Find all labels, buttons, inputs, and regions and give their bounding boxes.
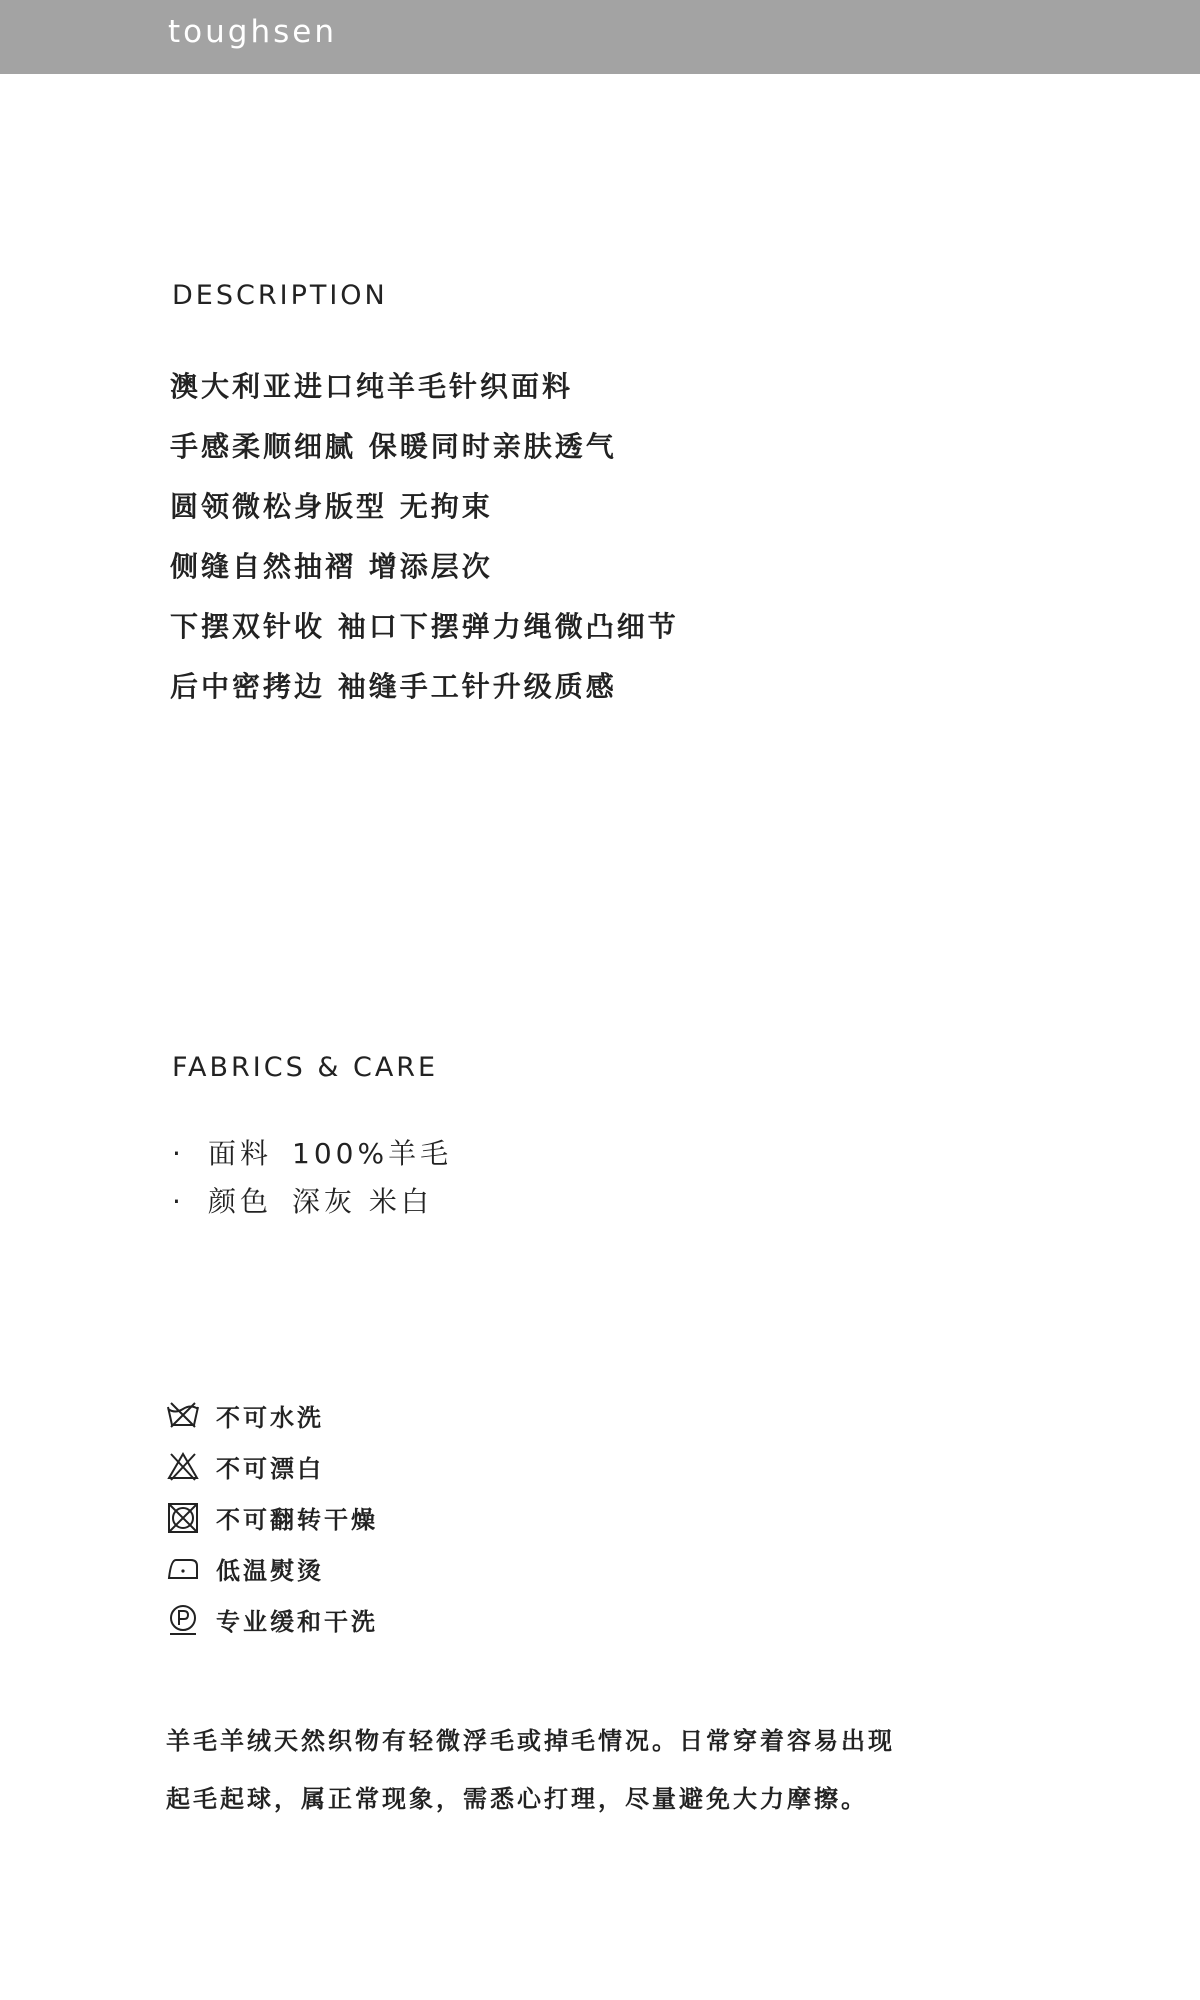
care-item bbox=[166, 1441, 378, 1492]
top-bar bbox=[0, 0, 1200, 74]
dry-clean-p-icon bbox=[166, 1603, 200, 1637]
fabric-label: 面料 bbox=[208, 1137, 273, 1170]
care-text: 不可漂白 bbox=[216, 1455, 324, 1483]
care-note-line: 羊毛羊绒天然织物有轻微浮毛或掉毛情况。日常穿着容易出现 bbox=[166, 1727, 895, 1755]
bullet: · bbox=[172, 1137, 185, 1170]
care-note bbox=[166, 1712, 895, 1828]
description-line: 澳大利亚进口纯羊毛针织面料 bbox=[170, 370, 574, 403]
brand-logo-text: toughsen bbox=[168, 14, 337, 50]
description-list bbox=[170, 362, 679, 722]
care-item bbox=[166, 1543, 378, 1594]
care-item bbox=[166, 1390, 378, 1441]
care-item bbox=[166, 1492, 378, 1543]
no-bleach-icon bbox=[166, 1450, 200, 1484]
fabrics-list bbox=[172, 1130, 452, 1226]
description-line: 侧缝自然抽褶 增添层次 bbox=[170, 550, 493, 583]
fabrics-care-title: FABRICS & CARE bbox=[172, 1052, 439, 1083]
care-text: 低温熨烫 bbox=[216, 1557, 324, 1585]
color-value: 深灰 米白 bbox=[292, 1185, 433, 1218]
description-line: 下摆双针收 袖口下摆弹力绳微凸细节 bbox=[170, 610, 679, 643]
color-label: 颜色 bbox=[208, 1185, 273, 1218]
care-instructions bbox=[166, 1390, 378, 1645]
low-iron-icon bbox=[166, 1552, 200, 1586]
color-item bbox=[172, 1178, 452, 1226]
care-item bbox=[166, 1594, 378, 1645]
no-tumble-dry-icon bbox=[166, 1501, 200, 1535]
no-wash-icon bbox=[166, 1399, 200, 1433]
description-title: DESCRIPTION bbox=[172, 280, 388, 311]
care-note-line: 起毛起球，属正常现象，需悉心打理，尽量避免大力摩擦。 bbox=[166, 1785, 868, 1813]
care-text: 不可水洗 bbox=[216, 1404, 324, 1432]
care-text: 不可翻转干燥 bbox=[216, 1506, 378, 1534]
fabric-value: 100%羊毛 bbox=[292, 1137, 453, 1170]
description-line: 后中密拷边 袖缝手工针升级质感 bbox=[170, 670, 617, 703]
description-line: 圆领微松身版型 无拘束 bbox=[170, 490, 493, 523]
care-text: 专业缓和干洗 bbox=[216, 1608, 378, 1636]
description-line: 手感柔顺细腻 保暖同时亲肤透气 bbox=[170, 430, 617, 463]
fabric-item bbox=[172, 1130, 452, 1178]
bullet: · bbox=[172, 1185, 185, 1218]
